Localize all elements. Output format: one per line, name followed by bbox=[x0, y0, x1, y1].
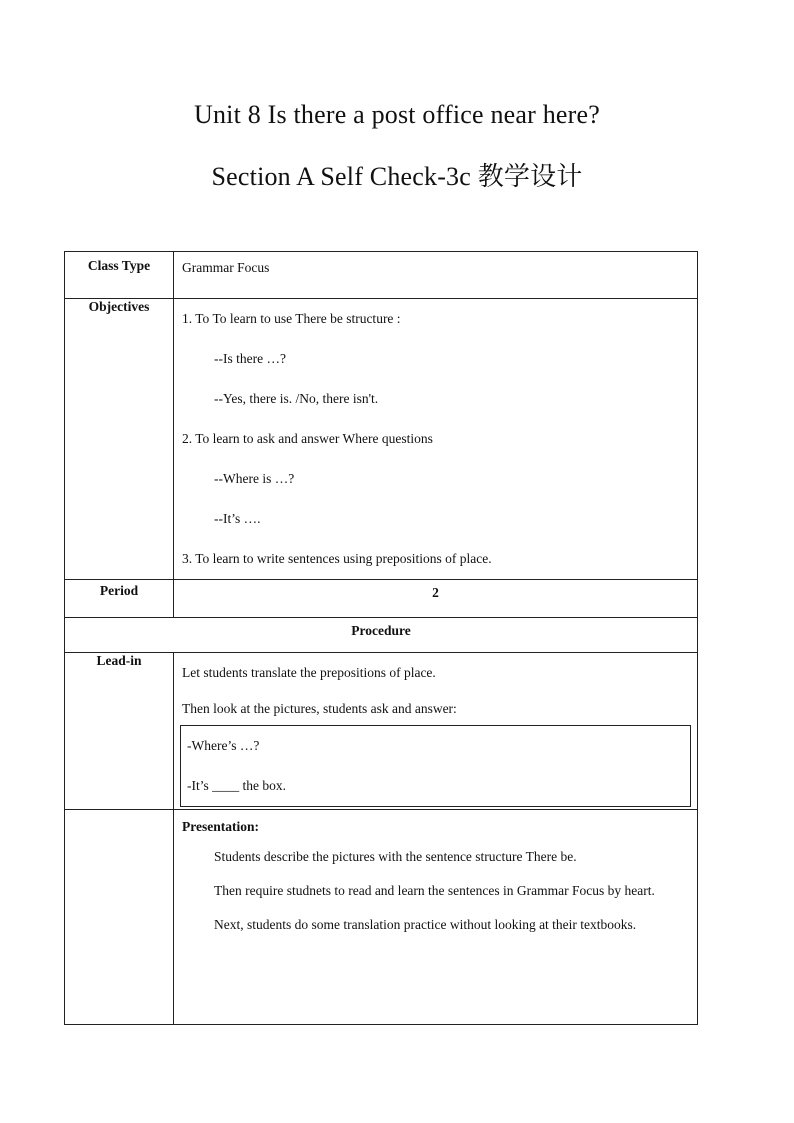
lead-in-line: Then look at the pictures, students ask and answer: bbox=[182, 701, 457, 716]
period-value-cell bbox=[174, 580, 698, 618]
lead-in-label: Lead-in bbox=[96, 653, 142, 668]
lead-in-label-cell bbox=[65, 653, 174, 810]
objective-line: 3. To learn to write sentences using prepositions of place. bbox=[182, 551, 492, 566]
period-label-cell bbox=[65, 580, 174, 618]
class-type-label-cell bbox=[65, 252, 174, 299]
objectives-label: Objectives bbox=[88, 299, 150, 314]
objective-line: --Where is …? bbox=[214, 471, 295, 486]
objective-line: 2. To learn to ask and answer Where questions bbox=[182, 431, 433, 446]
document-title: Unit 8 Is there a post office near here? bbox=[193, 100, 600, 129]
presentation-paragraph: Students describe the pictures with the sentence structure There be. bbox=[214, 849, 577, 864]
presentation-paragraph: Next, students do some translation practice without looking at their textbooks. bbox=[214, 917, 637, 932]
presentation-row bbox=[65, 810, 698, 1025]
objective-line: 1. To To learn to use There be structure : bbox=[182, 311, 401, 326]
class-type-value: Grammar Focus bbox=[182, 260, 270, 275]
lesson-plan-table bbox=[64, 251, 698, 1025]
document-subtitle: Section A Self Check-3c 教学设计 bbox=[211, 162, 583, 191]
presentation-heading: Presentation: bbox=[182, 819, 259, 834]
dialogue-line: -It’s ____ the box. bbox=[187, 778, 286, 793]
objectives-row bbox=[65, 299, 698, 580]
objectives-label-cell bbox=[65, 299, 174, 580]
lead-in-line: Let students translate the prepositions of place. bbox=[182, 665, 436, 680]
presentation-content-cell bbox=[174, 810, 698, 1025]
class-type-value-cell bbox=[174, 252, 698, 299]
procedure-heading-cell bbox=[65, 618, 698, 653]
period-label: Period bbox=[99, 583, 139, 598]
dialogue-box bbox=[180, 725, 691, 807]
period-row bbox=[65, 580, 698, 618]
objective-line: --It’s …. bbox=[214, 511, 261, 526]
class-type-row bbox=[65, 252, 698, 299]
procedure-row bbox=[65, 618, 698, 653]
presentation-paragraph: Then require studnets to read and learn the sentences in Grammar Focus by heart. bbox=[214, 883, 655, 898]
lead-in-row bbox=[65, 653, 698, 810]
lead-in-content-cell bbox=[174, 653, 698, 810]
objectives-content-cell bbox=[174, 299, 698, 580]
objective-line: --Is there …? bbox=[214, 351, 286, 366]
period-value: 2 bbox=[432, 585, 439, 600]
procedure-heading: Procedure bbox=[351, 623, 411, 638]
dialogue-line: -Where’s …? bbox=[187, 738, 260, 753]
objective-line: --Yes, there is. /No, there isn't. bbox=[214, 391, 379, 406]
class-type-label: Class Type bbox=[87, 258, 151, 273]
presentation-label-cell bbox=[65, 810, 174, 1025]
